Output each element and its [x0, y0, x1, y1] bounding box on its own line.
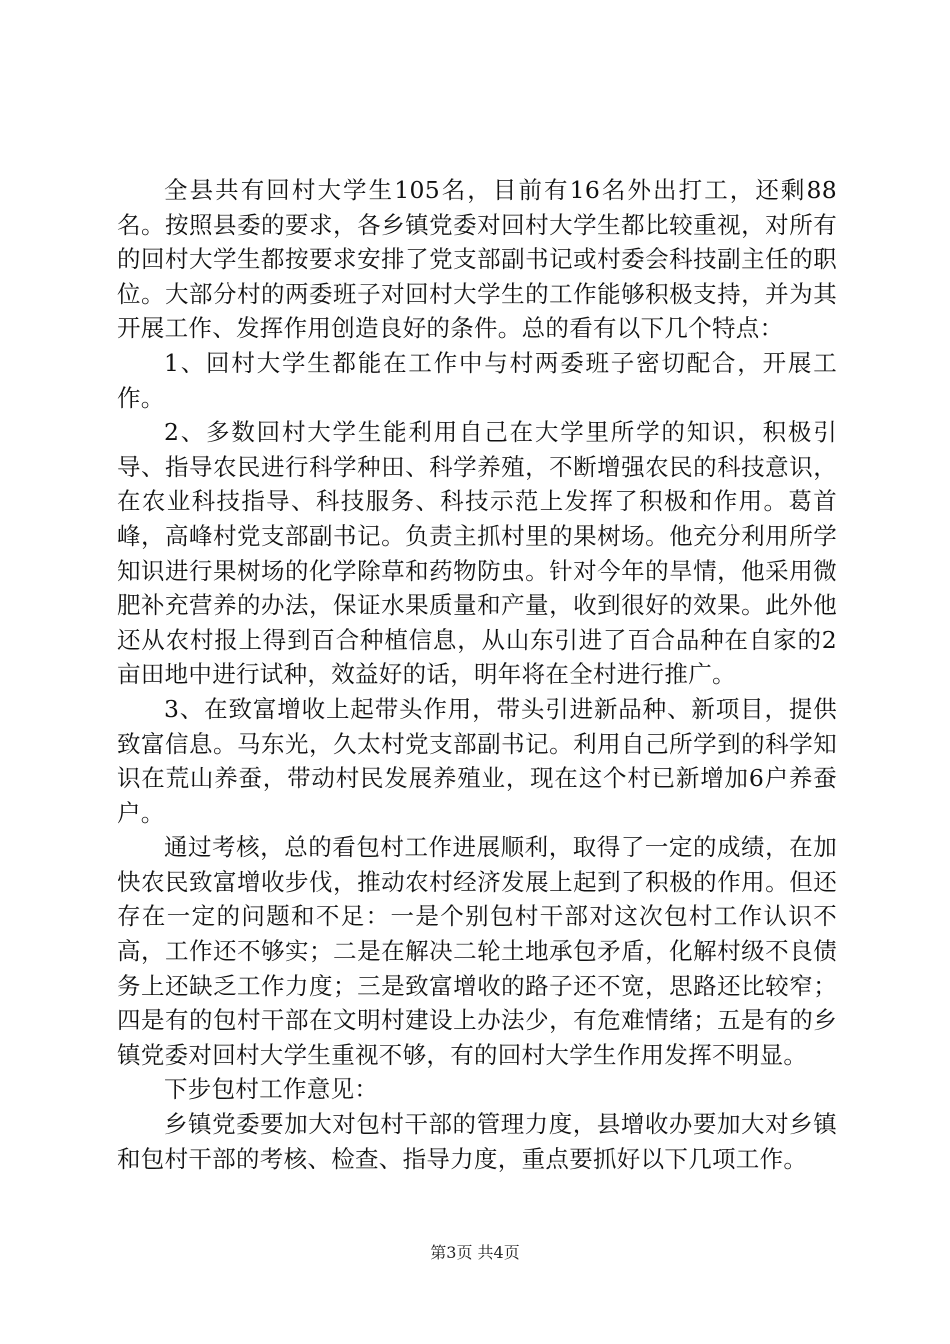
paragraph-assessment: 通过考核，总的看包村工作进展顺利，取得了一定的成绩，在加快农民致富增收步伐，推动农村经济发展上起到了积极的作用。但还存在一定的问题和不足：一是个别包村干部对这次包村工作认识不高，工作还不够实；二是在解决二轮土地承包矛盾，化解村级不良债务上还缺乏工作力度；三是致富增收的路子还不宽，思路还比较窄；四是有的包村干部在文明村建设上办法少，有危难情绪；五是有的乡镇党委对回村大学生重视不够，有的回村大学生作用发挥不明显。: [117, 833, 837, 1069]
paragraph-overview: 全县共有回村大学生105名，目前有16名外出打工，还剩88名。按照县委的要求，各乡镇党委对回村大学生都比较重视，对所有的回村大学生都按要求安排了党支部副书记或村委会科技副主任的职位。大部分村的两委班子对回村大学生的工作能够积极支持，并为其开展工作、发挥作用创造良好的条件。总的看有以下几个特点：: [117, 176, 837, 343]
paragraph-point-3: 3、在致富增收上起带头作用，带头引进新品种、新项目，提供致富信息。马东光，久太村党支部副书记。利用自己所学到的科学知识在荒山养蚕，带动村民发展养殖业，现在这个村已新增加6户养蚕户。: [117, 694, 837, 827]
paragraph-next-steps: 乡镇党委要加大对包村干部的管理力度，县增收办要加大对乡镇和包村干部的考核、检查、指导力度，重点要抓好以下几项工作。: [117, 1110, 837, 1173]
paragraph-point-2: 2、多数回村大学生能利用自己在大学里所学的知识，积极引导、指导农民进行科学种田、科学养殖，不断增强农民的科技意识，在农业科技指导、科技服务、科技示范上发挥了积极和作用。葛首峰，高峰村党支部副书记。负责主抓村里的果树场。他充分利用所学知识进行果树场的化学除草和药物防虫。针对今年的旱情，他采用微肥补充营养的办法，保证水果质量和产量，收到很好的效果。此外他还从农村报上得到百合种植信息，从山东引进了百合品种在自家的2亩田地中进行试种，效益好的话，明年将在全村进行推广。: [117, 418, 837, 689]
paragraph-point-1: 1、回村大学生都能在工作中与村两委班子密切配合，开展工作。: [117, 348, 837, 412]
document-body: [117, 173, 837, 1176]
page-footer: 第3页 共4页: [430, 1243, 520, 1262]
paragraph-next-steps-heading: 下步包村工作意见：: [164, 1075, 379, 1104]
